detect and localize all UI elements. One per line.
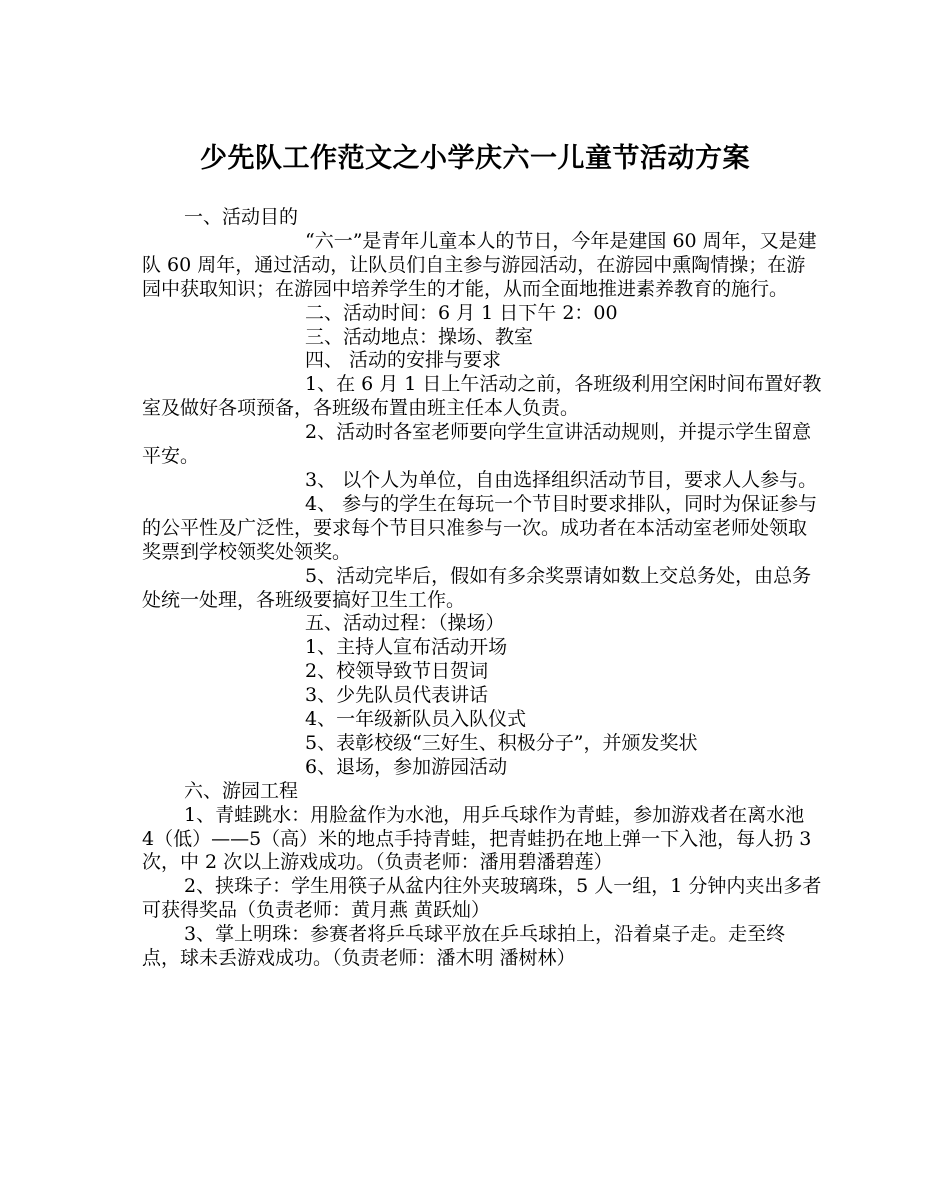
paragraph-s6-item3: 3、掌上明珠：参赛者将乒乓球平放在乒乓球拍上，沿着桌子走。走至终点，球未丢游戏成功。（负责老师：潘木明 潘树林） <box>142 923 786 970</box>
paragraph-s2-time: 二、活动时间：6 月 1 日下午 2：00 <box>305 301 618 324</box>
document-body <box>142 206 822 971</box>
paragraph-s6-item2: 2、挟珠子：学生用筷子从盆内往外夹玻璃珠，5 人一组，1 分钟内夹出多者可获得奖品（负责老师：黄月燕 黄跃灿） <box>142 875 822 922</box>
paragraph-s5-item3: 3、少先队员代表讲话 <box>305 684 489 707</box>
paragraph-s4-heading: 四、 活动的安排与要求 <box>305 349 502 372</box>
page-title: 少先队工作范文之小学庆六一儿童节活动方案 <box>200 143 750 174</box>
paragraph-s5-item6: 6、退场，参加游园活动 <box>305 755 508 778</box>
paragraph-s1-body: “六一”是青年儿童本人的节日，今年是建国 60 周年，又是建队 60 周年，通过活动，让队员们自主参与游园活动，在游园中熏陶情操；在游园中获取知识；在游园中培养学生的才能，从而全面地推进素养教育的施行。 <box>142 229 817 300</box>
paragraph-s5-item5: 5、表彰校级“三好生、积极分子”，并颁发奖状 <box>305 731 698 754</box>
paragraph-s5-item4: 4、一年级新队员入队仪式 <box>305 708 527 731</box>
paragraph-s4-item1: 1、在 6 月 1 日上午活动之前，各班级利用空闲时间布置好教室及做好各项预备，各班级布置由班主任本人负责。 <box>142 373 822 420</box>
paragraph-s5-heading: 五、活动过程：（操场） <box>305 612 505 635</box>
paragraph-s3-place: 三、活动地点：操场、教室 <box>305 325 534 348</box>
paragraph-s4-item4: 4、 参与的学生在每玩一个节目时要求排队，同时为保证参与的公平性及广泛性，要求每个节目只准参与一次。成功者在本活动室老师处领取奖票到学校领奖处领奖。 <box>142 492 818 563</box>
paragraph-s1-heading: 一、活动目的 <box>184 206 299 228</box>
paragraph-s5-item2: 2、校领导致节日贺词 <box>305 660 489 683</box>
paragraph-s6-item1: 1、青蛙跳水：用脸盆作为水池，用乒乓球作为青蛙，参加游戏者在离水池 4（低）——5（高）米的地点手持青蛙，把青蛙扔在地上弹一下入池，每人扔 3 次，中 2 次以上游戏成功。（负责老师：潘用碧潘碧莲） <box>142 803 812 874</box>
paragraph-s5-item1: 1、主持人宣布活动开场 <box>305 636 508 659</box>
paragraph-s6-heading: 六、游园工程 <box>184 779 299 802</box>
paragraph-s4-item2: 2、活动时各室老师要向学生宣讲活动规则，并提示学生留意平安。 <box>142 421 812 468</box>
paragraph-s4-item5: 5、活动完毕后，假如有多余奖票请如数上交总务处，由总务处统一处理，各班级要搞好卫生工作。 <box>142 564 812 611</box>
paragraph-s4-item3: 3、 以个人为单位，自由选择组织活动节目，要求人人参与。 <box>305 468 818 491</box>
